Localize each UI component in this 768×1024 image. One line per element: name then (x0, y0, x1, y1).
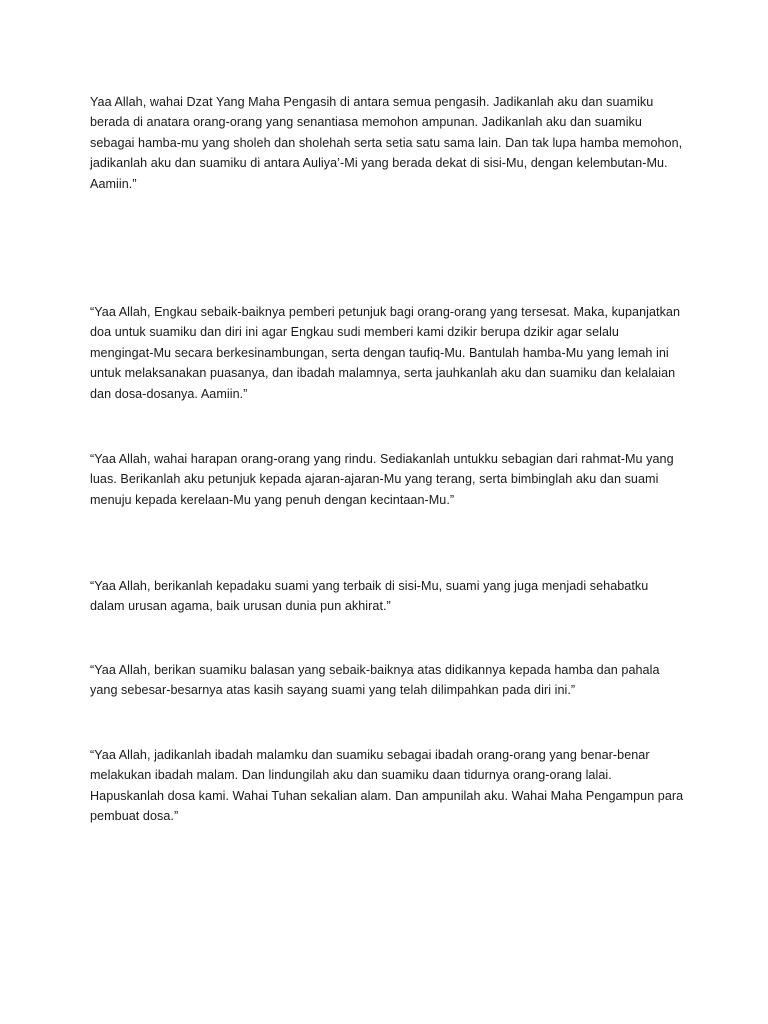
prayer-paragraph-3: “Yaa Allah, wahai harapan orang-orang yang rindu. Sediakanlah untukku sebagian dari rahmat-Mu yang luas. Berikanlah aku petunjuk kepada ajaran-ajaran-Mu yang terang, serta bimbinglah aku dan suami menuju kepada kerelaan-Mu yang penuh dengan kecintaan-Mu.” (90, 452, 674, 507)
prayer-paragraph-4: “Yaa Allah, berikanlah kepadaku suami yang terbaik di sisi-Mu, suami yang juga menjadi sehabatku dalam urusan agama, baik urusan dunia pun akhirat.” (90, 579, 649, 614)
prayer-paragraph-1: Yaa Allah, wahai Dzat Yang Maha Pengasih di antara semua pengasih. Jadikanlah aku dan suamiku berada di anatara orang-orang yang senantiasa memohon ampunan. Jadikanlah aku dan suamiku sebagai hamba-mu yang sholeh dan sholehah serta setia satu sama lain. Dan tak lupa hamba memohon, jadikanlah aku dan suamiku di antara Auliya’-Mi yang berada dekat di sisi-Mu, dengan kelembutan-Mu. Aamiin.” (90, 95, 683, 191)
prayer-paragraph-6: “Yaa Allah, jadikanlah ibadah malamku dan suamiku sebagai ibadah orang-orang yang benar-benar melakukan ibadah malam. Dan lindungilah aku dan suamiku daan tidurnya orang-orang lalai. Hapuskanlah dosa kami. Wahai Tuhan sekalian alam. Dan ampunilah aku. Wahai Maha Pengampun para pembuat dosa.” (90, 748, 684, 824)
prayer-paragraph-5: “Yaa Allah, berikan suamiku balasan yang sebaik-baiknya atas didikannya kepada hamba dan pahala yang sebesar-besarnya atas kasih sayang suami yang telah dilimpahkan pada diri ini.” (90, 663, 660, 698)
prayer-paragraph-2: “Yaa Allah, Engkau sebaik-baiknya pemberi petunjuk bagi orang-orang yang tersesat. Maka, kupanjatkan doa untuk suamiku dan diri ini agar Engkau sudi memberi kami dzikir berupa dzikir agar selalu mengingat-Mu secara berkesinambungan, serta dengan taufiq-Mu. Bantulah hamba-Mu yang lemah ini untuk melaksanakan puasanya, dan ibadah malamnya, serta jauhkanlah aku dan suamiku dan kelalaian dan dosa-dosanya. Aamiin.” (90, 305, 681, 401)
